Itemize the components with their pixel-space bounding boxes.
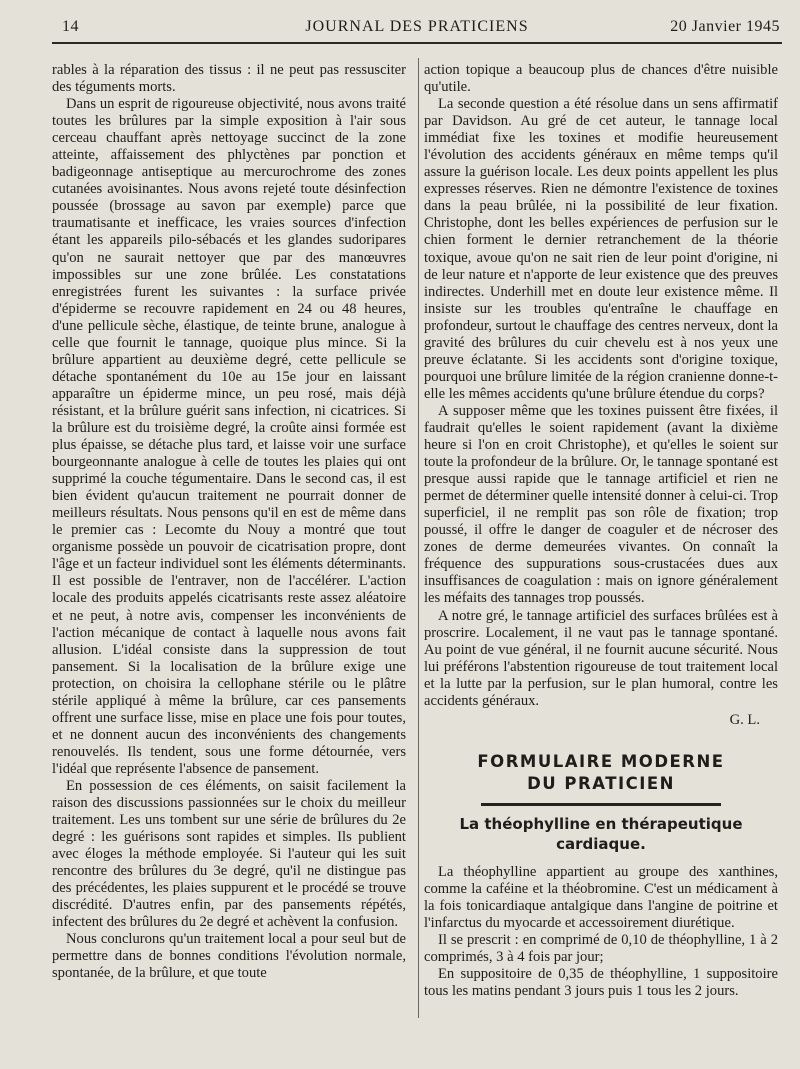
paragraph: En possession de ces éléments, on saisit facilement la raison des discussions passionnées sur le choix du meilleur traitement. Les uns tombent sur une série de brûlures du 2e degré : les guérisons sont rapides et simples. Ils publient avec éloges la méthode employée. Si l'auteur qui les suit rencontre des brûlures du 3e degré, qu'il ne distingue pas des précédentes, les plaies suppurent et le procédé se trouve discrédité. D'autres enfin, par des pansements répétés, infectent des brûlures du 2e degré et achèvent la confusion.: [52, 777, 406, 931]
issue-date: 20 Janvier 1945: [670, 18, 780, 35]
paragraph: rables à la réparation des tissus : il ne peut pas ressusciter des téguments morts.: [52, 62, 406, 96]
left-column: [52, 62, 406, 983]
author-signature: G. L.: [729, 711, 760, 728]
article-subtitle-line2: cardiaque.: [556, 834, 646, 853]
article-subtitle-line1: La théophylline en thérapeutique: [459, 814, 743, 833]
right-column: [424, 62, 778, 1000]
page-number: 14: [62, 18, 79, 35]
paragraph: La théophylline appartient au groupe des xanthines, comme la caféine et la théobromine. C'est un médicament à la fois tonicardiaque antalgique dans l'angine de poitrine et l'infarctus du myocarde et accessoirement diurétique.: [424, 863, 778, 931]
section-title-line2: DU PRATICIEN: [527, 773, 675, 793]
paragraph: Il se prescrit : en comprimé de 0,10 de théophylline, 1 à 2 comprimés, 3 à 4 fois par jour;: [424, 932, 778, 966]
paragraph: En suppositoire de 0,35 de théophylline, 1 suppositoire tous les matins pendant 3 jours puis 1 tous les 2 jours.: [424, 966, 778, 1000]
paragraph: Dans un esprit de rigoureuse objectivité, nous avons traité toutes les brûlures par la simple exposition à l'air sous cerceau chauffant après nettoyage succinct de la zone atteinte, affaissement des phlyctènes par ponction et badigeonnage antiseptique au mercurochrome des zones cutanées avoisinantes. Nous avons rejeté toute désinfection poussée (brossage au savon par exemple) parce que traumatisante et inefficace, les vraies sources d'infection étant les appareils pilo-sébacés et les glandes sudoripares qu'on ne saurait nettoyer que par des manœuvres impossibles sur une zone brûlée. Les constatations enregistrées furent les suivantes : la surface privée d'épiderme se recouvre rapidement en 24 ou 48 heures, d'une pellicule sèche, élastique, de teinte brune, analogue à celle que fournit le tannage, quoique plus mince. Si la brûlure appartient au deuxième degré, cette pellicule se détache spontanément du 10e au 15e jour en laissant apparaître un épiderme mince, un peu rosé, mais déjà résistant, et la brûlure guérit sans infection, ni cicatrices. Si la brûlure est du troisième degré, la croûte ainsi formée est plus épaisse, se détache plus tard, et laisse voir une surface bourgeonnante analogue à celle de toutes les plaies qui ont supprimé la couche tégumentaire. Dans le second cas, il est bien évident qu'aucun traitement ne pourrait donner de meilleurs résultats. Nous pensons qu'il en est de même dans le premier cas : Lecomte du Nouy a montré que tout organisme possède un pouvoir de cicatrisation propre, dont l'âge et un facteur individuel sont les éléments déterminants. Il est possible de l'entraver, non de l'accélérer. L'action locale des produits appelés cicatrisants reste assez aléatoire et ne peut, à notre avis, compenser les inconvénients de l'action mécanique de contact à laquelle nous avons fait allusion. L'idéal consiste dans la suppression de tout pansement. Si la localisation de la brûlure exige une protection, on choisira la cellophane stérile ou le plâtre stérile appliqué à même la brûlure, car ces pansements offrent une surface lisse, mise en place une fois pour toutes, et ne donnent aucun des inconvénients des changements renouvelés. Ils tendent, sous une forme détournée, vers l'idéal que représente l'absence de pansement.: [52, 96, 406, 777]
paragraph: A supposer même que les toxines puissent être fixées, il faudrait qu'elles le soient rapidement (avant la dixième heure si l'on en croit Christophe), et qu'elles le soient sur toute la profondeur de la brûlure. Or, le tannage spontané est presque aussi rapide que le tannage artificiel et rien ne permet de déterminer quelle intensité donner à celui-ci. Trop superficiel, il ne remplit pas son rôle de fixation; trop poussé, il offre le danger de coaguler et de nécroser des zones de derme demeurées vivantes. On connaît la fréquence des suppurations sous-crustacées dues aux insuffisances de coagulation : mais on ignore généralement les méfaits des tannages trop poussés.: [424, 402, 778, 607]
running-header: [52, 18, 782, 40]
article-subtitle: [424, 814, 778, 854]
column-divider: [418, 58, 419, 1018]
section-rule: [481, 803, 721, 806]
section-title-line1: FORMULAIRE MODERNE: [477, 751, 725, 771]
paragraph: Nous conclurons qu'un traitement local a pour seul but de permettre dans de bonnes conditions l'évolution normale, spontanée, de la brûlure, et que toute: [52, 931, 406, 982]
journal-title: JOURNAL DES PRATICIENS: [305, 18, 529, 35]
header-rule: [52, 42, 782, 44]
paragraph: action topique a beaucoup plus de chances d'être nuisible qu'utile.: [424, 62, 778, 96]
paragraph: A notre gré, le tannage artificiel des surfaces brûlées est à proscrire. Localement, il ne vaut pas le tannage spontané. Au point de vue général, il ne fournit aucune sécurité. Nous lui préférons l'abstention rigoureuse de tout traitement local et la lutte par la perfusion, sur le plan humoral, contre les accidents généraux.: [424, 607, 778, 709]
paragraph: La seconde question a été résolue dans un sens affirmatif par Davidson. Au gré de cet auteur, le tannage local immédiat fixe les toxines et modifie heureusement l'évolution des accidents généraux en même temps qu'il assure la guérison locale. Les deux points appellent les plus expresses réserves. Rien ne démontre l'existence de toxines dans la peau brûlée, ni la possibilité de leur fixation. Christophe, dont les belles expériences de perfusion sur le chien forment le dernier retranchement de la théorie toxique, avoue qu'on ne sait rien de leur point d'origine, ni de leur nature et n'apporte de leur existence que des preuves indirectes. Underhill met en doute leur existence même. Il insiste sur les troubles qu'entraîne le chauffage en profondeur, surtout le chauffage des centres nerveux, dont la gravité des brûlures du cuir chevelu est à nos yeux une preuve éclatante. Si les accidents sont d'origine toxique, pourquoi une brûlure limitée de la région cranienne donne-t-elle les mêmes accidents qu'une brûlure étendue du corps?: [424, 96, 778, 402]
